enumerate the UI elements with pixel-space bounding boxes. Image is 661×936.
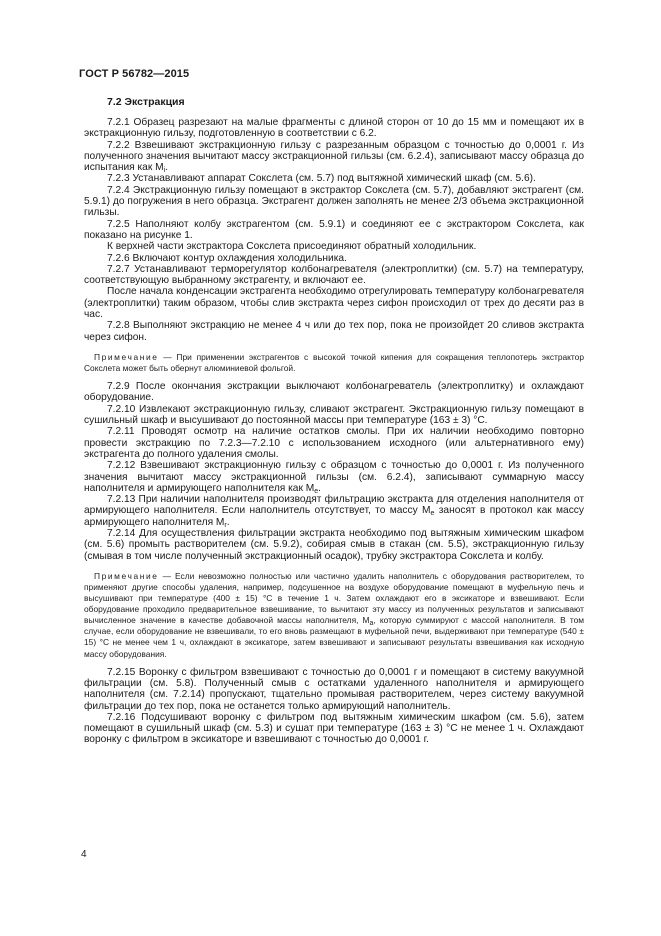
page-number: 4 [81, 849, 87, 860]
paragraph: После начала конденсации экстрагента необходимо отрегулировать температуру колбонагревателя (электроплитки) таким образом, чтобы слив экстракта через сифон происходил от трех до десяти раз в час. [84, 286, 584, 321]
paragraph: 7.2.7 Устанавливают терморегулятор колбонагревателя (электроплитки) (см. 5.7) на температуру, соответствующую выбранному экстрагенту, и включают ее. [84, 263, 584, 287]
paragraph: К верхней части экстрактора Сокслета присоединяют обратный холодильник. [107, 241, 477, 253]
paragraph: 7.2.3 Устанавливают аппарат Сокслета (см. 5.7) под вытяжной химический шкаф (см. 5.6). [107, 173, 536, 185]
paragraph: 7.2.10 Извлекают экстракционную гильзу, сливают экстрагент. Экстракционную гильзу помещают в сушильный шкаф и высушивают до постоянной массы при температуре (163 ± 3) °С. [84, 403, 584, 427]
mass-subscript: e [430, 510, 435, 518]
section-title: 7.2 Экстракция [107, 96, 185, 108]
document-body [84, 117, 584, 746]
paragraph: 7.2.16 Подсушивают воронку с фильтром под вытяжным химическим шкафом (см. 5.6), затем помещают в сушильный шкаф (см. 5.3) и сушат при температуре (163 ± 3) °С не менее 1 ч. Охлаждают воронку с фильтром в эксикаторе и взвешивают с точностью до 0,0001 г. [84, 711, 584, 746]
mass-subscript: e [314, 487, 319, 495]
paragraph: 7.2.5 Наполняют колбу экстрагентом (см. 5.9.1) и соединяют ее с экстрактором Сокслета, как показано на рисунке 1. [84, 218, 584, 241]
mass-subscript: r [224, 521, 227, 529]
mass-subscript: i [163, 167, 166, 175]
paragraph: 7.2.9 После окончания экстракции выключают колбонагреватель (электроплитку) и охлаждают оборудование. [84, 381, 584, 404]
note-text: — При применении экстрагентов с высокой точкой кипения для сокращения теплопотерь экстрактор Сокслета может быть обернут алюминиевой фольгой. [84, 351, 584, 374]
mass-subscript: a [369, 620, 374, 628]
note-label: Примечание [94, 570, 159, 581]
paragraph: 7.2.12 Взвешивают экстракционную гильзу с образцом с точностью до 0,0001 г. Из полученного значения вычитают массу экстракционной гильзы (см. 6.2.4), записывают суммарную массу наполнителя и армирующего наполнителя как $M_e$. [84, 460, 584, 495]
note [84, 352, 584, 374]
paragraph: 7.2.15 Воронку с фильтром взвешивают с точностью до 0,0001 г и помещают в систему вакуумной фильтрации (см. 5.8). Полученный смыв с остатками удаленного наполнителя и армирующего наполнителя (см. 7.2.14) пропускают, тщательно промывая растворителем, через систему вакуумной фильтрации до тех пор, пока не останется только армирующий наполнитель. [84, 666, 584, 712]
note: Примечание — Если невозможно полностью или частично удалить наполнитель с оборудования растворителем, то применяют другие способы удаления, например, подсушенное на воздухе оборудование помещают в муфельную печь и высушивают при температуре (400 ± 15) °С в течение 1 ч. Затем охлаждают его в эксикаторе и взвешивают. Если оборудование проходило предварительное взвешивание, то вычитают эту массу из полученных результатов и записывают вычисленное значение в качестве добавочной массы наполнителя, $M_a$, которую суммируют с массой наполнителя. В том случае, если оборудование не взвешивали, то его вновь размещают в муфельной печи, выдерживают при температуре (540 ± 15) °С не менее чем 1 ч, охлаждают в эксикаторе, затем взвешивают и записывают результаты взвешивания как исходную массу оборудования. [84, 570, 584, 659]
paragraph: 7.2.6 Включают контур охлаждения холодильника. [107, 252, 347, 264]
paragraph: 7.2.13 При наличии наполнителя производят фильтрацию экстракта для отделения наполнителя от армирующего наполнителя. Если наполнитель отсутствует, то массу $M_e$ заносят в протокол как массу армирующего наполнителя $M_r$. [84, 494, 584, 529]
paragraph: 7.2.11 Проводят осмотр на наличие остатков смолы. При их наличии необходимо повторно провести экстракцию по 7.2.3—7.2.10 с использованием исходного (или альтернативного ему) экстрагента до полного удаления смолы. [84, 426, 584, 460]
paragraph: 7.2.8 Выполняют экстракцию не менее 4 ч или до тех пор, пока не произойдет 20 сливов экстракта через сифон. [84, 320, 584, 343]
paragraph: 7.2.4 Экстракционную гильзу помещают в экстрактор Сокслета (см. 5.7), добавляют экстрагент (см. 5.9.1) до погружения в него образца. Экстрагент должен заполнять не менее 2/3 объема экстракционной гильзы. [84, 184, 584, 219]
paragraph: 7.2.2 Взвешивают экстракционную гильзу с разрезанным образцом с точностью до 0,0001 г. Из полученного значения вычитают массу экстракционной гильзы (см. 6.2.4), записывают массу образца до испытания как $M_i$. [84, 139, 584, 175]
document-header: ГОСТ Р 56782—2015 [79, 68, 190, 80]
paragraph: 7.2.1 Образец разрезают на малые фрагменты с длиной сторон от 10 до 15 мм и помещают их в экстракционную гильзу, подготовленную в соответствии с 6.2. [84, 117, 584, 140]
note-label: Примечание [94, 351, 159, 362]
paragraph: 7.2.14 Для осуществления фильтрации экстракта необходимо под вытяжным химическим шкафом (см. 5.6) промыть растворителем (см. 5.9.2), собирая смыв в стакан (см. 5.5), экстракционную гильзу (смывая в том числе полученный экстракционный осадок), трубку экстрактора Сокслета и колбу. [84, 527, 584, 562]
